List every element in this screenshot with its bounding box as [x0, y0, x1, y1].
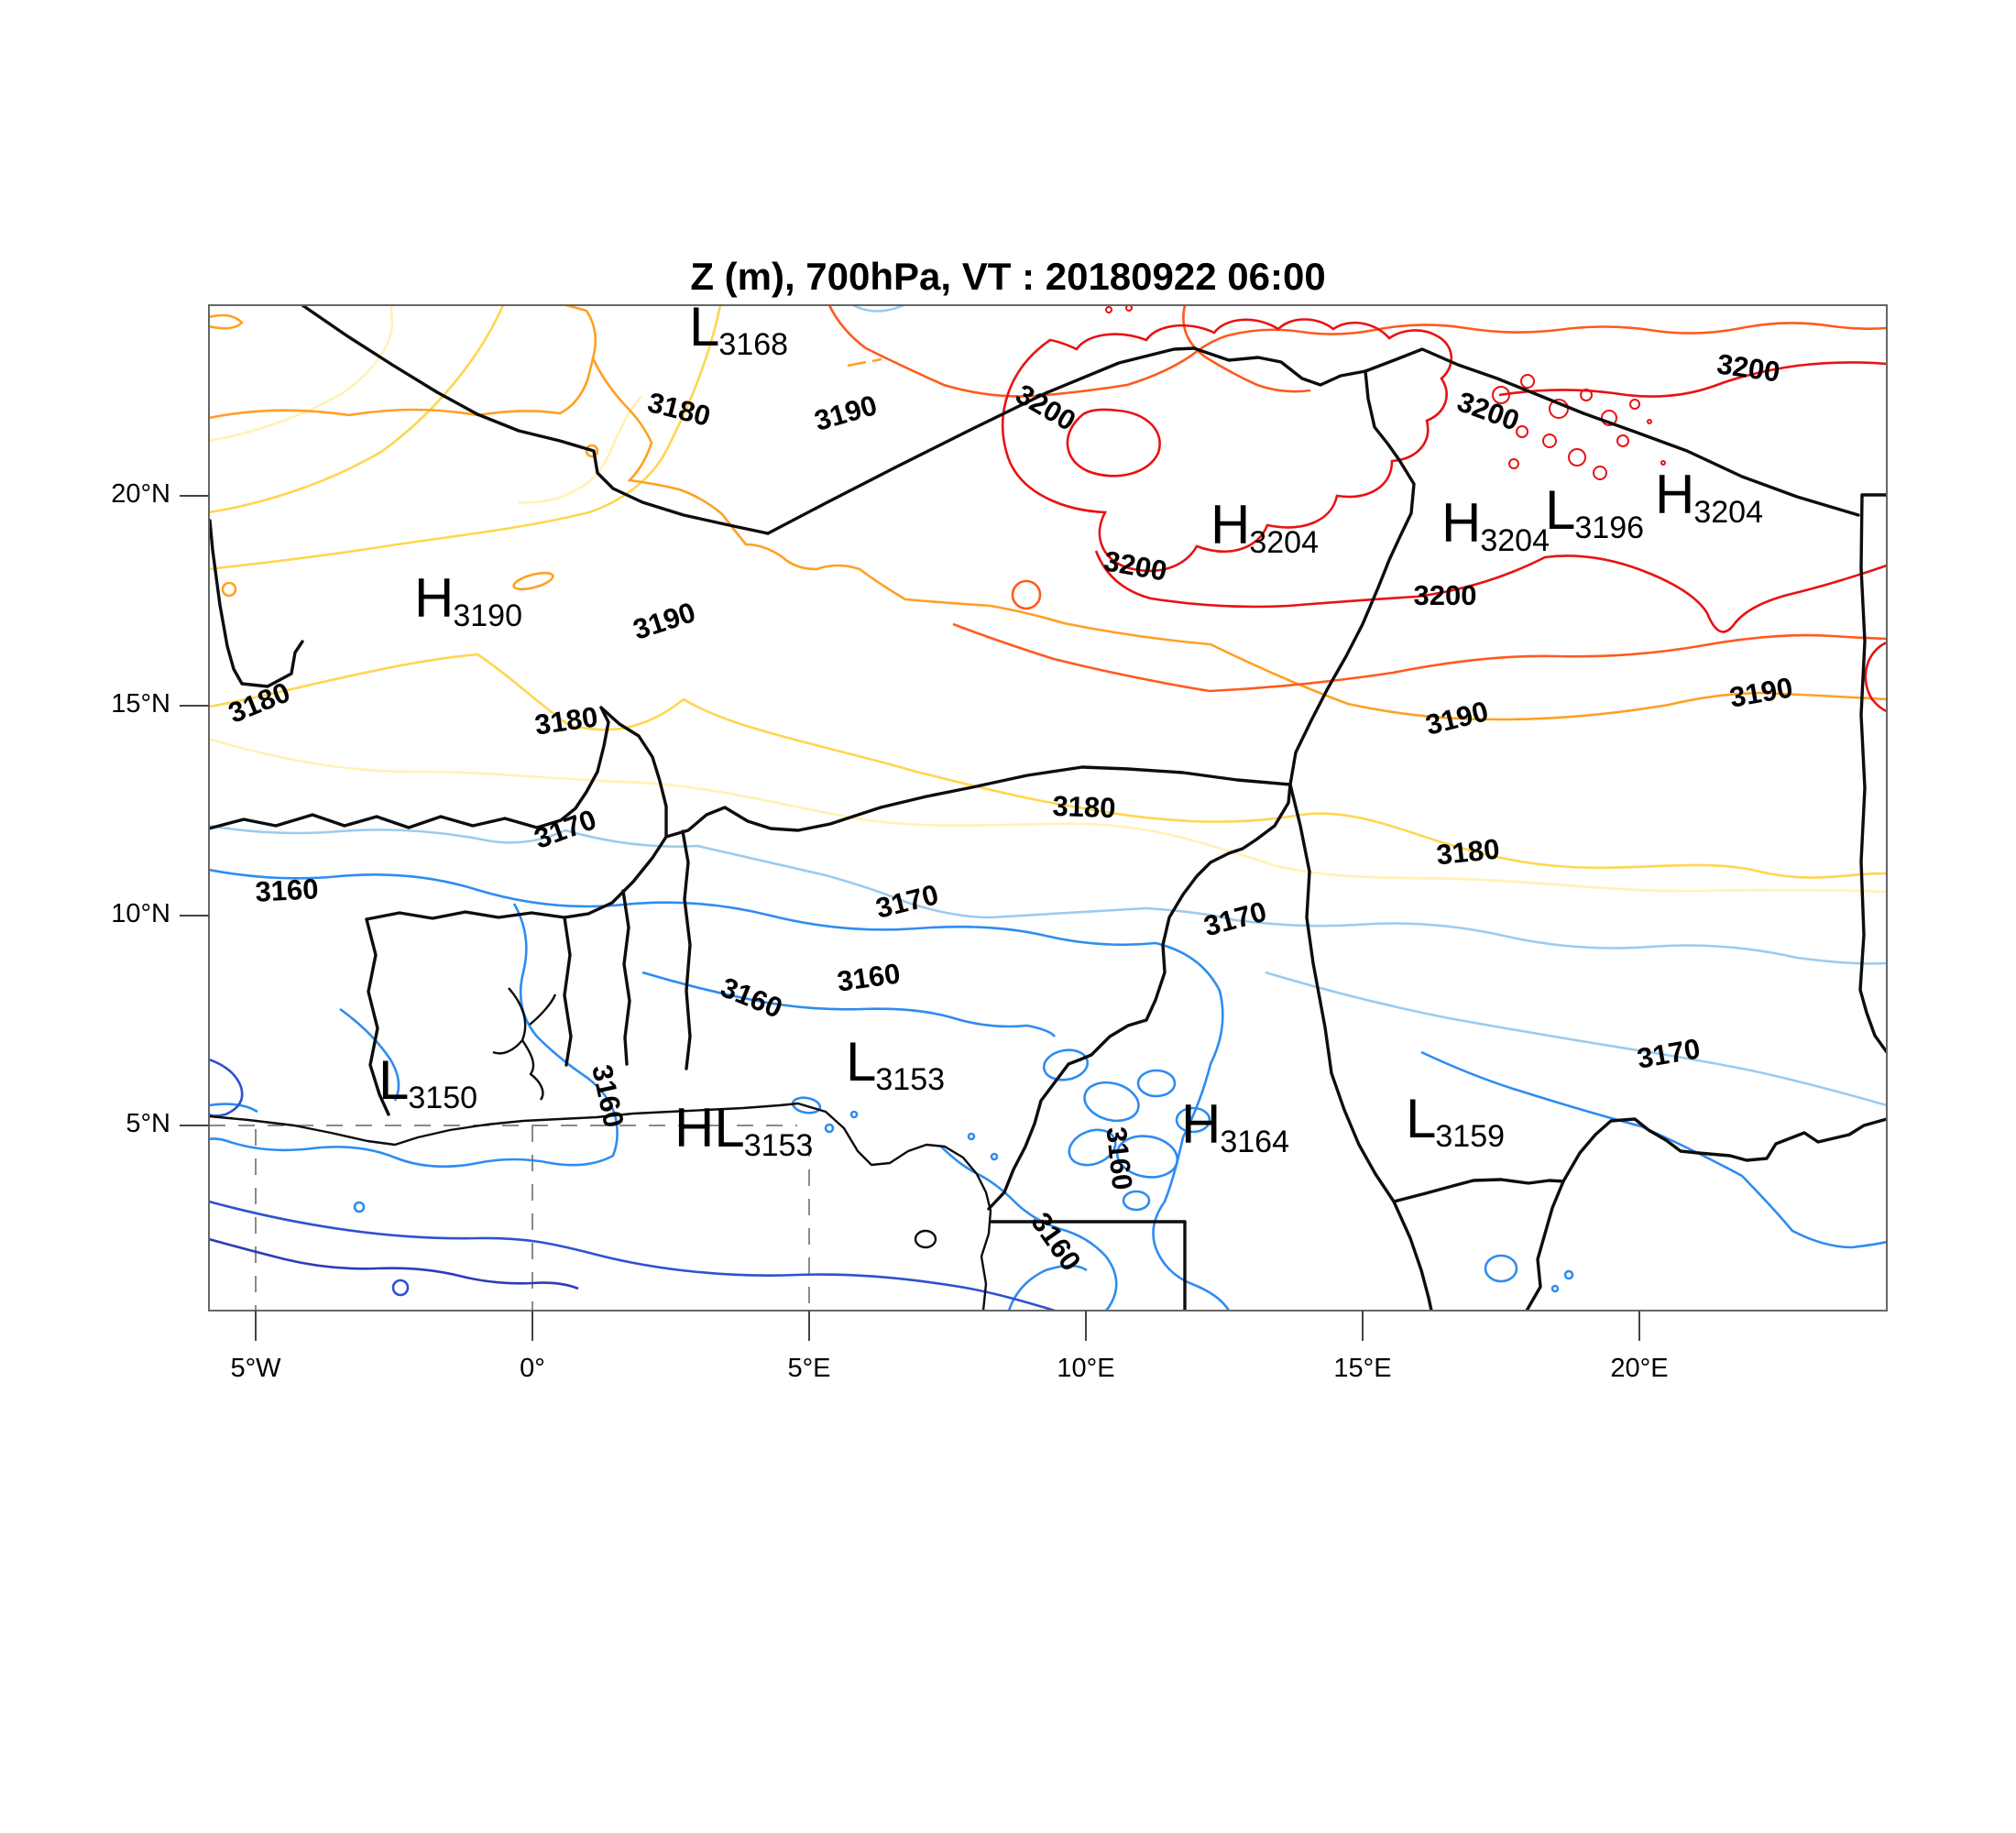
map-geometry: [210, 521, 302, 686]
map-geometry: [1517, 426, 1528, 437]
map-geometry: [209, 739, 1887, 892]
map-geometry: [223, 583, 236, 596]
map-geometry: [355, 1202, 364, 1212]
map-geometry: [1617, 435, 1628, 446]
map-geometry: [1860, 495, 1887, 1052]
x-axis-tick: [808, 1311, 810, 1341]
pressure-center-letter: L: [846, 1031, 877, 1092]
pressure-center-letter: HL: [674, 1097, 745, 1158]
contours-3155: [209, 1059, 1055, 1311]
contour-value-label: 3190: [1726, 671, 1795, 714]
chart-title: Z (m), 700hPa, VT : 20180922 06:00: [690, 255, 1326, 298]
x-axis-label: 10°E: [1057, 1354, 1115, 1383]
contour-value-label: 3160: [586, 1061, 630, 1131]
x-axis-tick: [1085, 1311, 1087, 1341]
map-geometry: [1521, 375, 1534, 388]
contour-value-label: 3200: [1413, 579, 1477, 611]
map-geometry: [1096, 551, 1887, 631]
contour-value-label: 3170: [1200, 895, 1270, 943]
map-geometry: [209, 654, 1887, 878]
contour-value-label: 3190: [1422, 695, 1492, 741]
contour-value-label: 3180: [1051, 789, 1117, 825]
x-axis-tick: [255, 1311, 257, 1341]
pressure-center-l3150: [378, 1048, 478, 1115]
x-axis-label: 5°W: [230, 1354, 281, 1383]
map-geometry: [209, 305, 1887, 1311]
map-geometry: [851, 1112, 857, 1117]
x-axis-tick: [1362, 1311, 1364, 1341]
map-geometry: [1080, 1077, 1143, 1126]
contours-3150: [209, 1239, 578, 1289]
contour-value-label: 3180: [532, 700, 600, 741]
pressure-center-letter: H: [1211, 494, 1251, 555]
map-geometry: [1543, 434, 1556, 447]
map-geometry: [1290, 371, 1414, 785]
map-geometry: [1106, 307, 1112, 313]
x-axis-label: 0°: [520, 1354, 545, 1383]
contour-value-label: 3160: [1100, 1125, 1139, 1192]
contour-value-label: 3200: [1010, 378, 1081, 437]
pressure-center-h3204: [1211, 493, 1320, 560]
pressure-center-h3164: [1181, 1092, 1290, 1159]
contour-value-label: 3160: [716, 971, 787, 1025]
y-axis-tick: [180, 1125, 209, 1126]
map-geometry: [992, 1222, 1185, 1311]
pressure-center-value: 3196: [1574, 510, 1645, 545]
map-geometry: [848, 359, 882, 366]
contour-value-label: 3180: [224, 675, 295, 730]
contour-value-label: 3160: [1024, 1206, 1088, 1277]
map-geometry: [1552, 1286, 1558, 1291]
contour-value-label: 3190: [629, 596, 700, 646]
bioko-island: [915, 1231, 936, 1247]
map-geometry: [1648, 420, 1651, 423]
contour-value-label: 3200: [1101, 544, 1170, 587]
pressure-center-l3153: [846, 1030, 946, 1097]
contour-value-label: 3200: [1452, 385, 1524, 437]
pressure-center-l3196: [1545, 478, 1645, 545]
map-geometry: [1630, 400, 1639, 409]
y-axis-tick: [180, 705, 209, 707]
contour-value-label: 3180: [644, 386, 714, 433]
map-geometry: [393, 1280, 408, 1295]
pressure-center-l3159: [1406, 1087, 1506, 1154]
map-geometry: [1866, 642, 1887, 711]
contour-value-label: 3190: [810, 389, 881, 437]
map-geometry: [1569, 449, 1585, 466]
map-geometry: [623, 891, 630, 1064]
map-geometry: [564, 917, 571, 1065]
pressure-center-h3204: [1655, 463, 1764, 530]
x-axis-tick: [1638, 1311, 1640, 1341]
pressure-center-letter: H: [1441, 492, 1482, 554]
x-axis-tick: [531, 1311, 533, 1341]
map-geometry: [1068, 410, 1160, 476]
x-axis-label: 15°E: [1333, 1354, 1392, 1383]
contour-value-label: 3170: [530, 803, 601, 855]
y-axis-label: 20°N: [111, 479, 170, 509]
map-geometry: [992, 1154, 997, 1159]
map-geometry: [1123, 1191, 1149, 1210]
contour-value-label: 3170: [1634, 1032, 1703, 1075]
map-geometry: [1265, 972, 1887, 1105]
map-geometry: [1042, 1047, 1090, 1083]
contour-value-label: 3170: [872, 878, 942, 925]
pressure-center-h3190: [414, 566, 523, 633]
pressure-center-letter: L: [689, 296, 720, 357]
pressure-center-letter: H: [1181, 1093, 1222, 1155]
pressure-center-value: 3204: [1693, 495, 1763, 530]
pressure-center-value: 3159: [1435, 1119, 1506, 1154]
pressure-center-letter: L: [378, 1049, 410, 1111]
pressure-center-value: 3204: [1249, 525, 1319, 560]
map-geometry: [209, 1059, 242, 1116]
pressure-center-value: 3153: [875, 1062, 946, 1097]
map-geometry: [209, 305, 503, 512]
map-geometry: [826, 1125, 833, 1132]
y-axis-label: 10°N: [111, 899, 170, 928]
map-geometry: [1138, 1070, 1175, 1096]
map-geometry: [209, 358, 593, 418]
map-geometry: [1485, 1256, 1517, 1281]
pressure-center-l3168: [689, 295, 789, 362]
red-speckle-cluster: [1106, 305, 1665, 479]
contour-value-label: 3160: [835, 957, 903, 998]
map-frame: [209, 305, 1887, 1311]
pressure-center-letter: L: [1545, 479, 1576, 541]
contour-value-label: 3180: [1434, 832, 1502, 872]
x-axis-label: 20°E: [1610, 1354, 1669, 1383]
map-geometry: [969, 1134, 974, 1139]
map-geometry: [1013, 581, 1040, 609]
map-geometry: [209, 1239, 578, 1289]
contour-value-label: 3200: [1715, 347, 1782, 389]
pressure-center-letter: H: [414, 567, 455, 629]
pressure-center-hl3153: [674, 1096, 814, 1163]
map-geometry: [1290, 785, 1431, 1311]
map-geometry: [1009, 1266, 1087, 1311]
y-axis-label: 5°N: [126, 1109, 170, 1138]
map-geometry: [1499, 362, 1887, 396]
map-geometry: [209, 1202, 1055, 1311]
map-geometry: [209, 315, 242, 328]
map-geometry: [1594, 466, 1606, 479]
pressure-center-h3204: [1441, 491, 1550, 558]
map-geometry: [209, 1103, 991, 1311]
pressure-center-value: 3190: [453, 598, 522, 633]
pressure-center-value: 3164: [1220, 1125, 1289, 1159]
map-geometry: [209, 904, 618, 1167]
contour-value-label: 3160: [254, 873, 320, 908]
map-geometry: [1509, 459, 1518, 468]
map-geometry: [209, 305, 720, 569]
pressure-center-value: 3150: [408, 1081, 478, 1115]
pressure-center-value: 3204: [1480, 523, 1550, 558]
pressure-center-value: 3168: [718, 327, 789, 362]
country-borders: [209, 305, 1887, 1311]
y-axis-label: 15°N: [111, 689, 170, 719]
map-geometry: [683, 831, 690, 1069]
pressure-center-letter: L: [1406, 1088, 1437, 1149]
pressure-center-value: 3153: [743, 1128, 814, 1163]
y-axis-tick: [180, 915, 209, 916]
map-geometry: [209, 826, 1887, 963]
pressure-center-letter: H: [1655, 464, 1695, 525]
y-axis-tick: [180, 495, 209, 497]
map-geometry: [1565, 1271, 1572, 1279]
map-geometry: [768, 348, 1194, 533]
x-axis-label: 5°E: [787, 1354, 831, 1383]
